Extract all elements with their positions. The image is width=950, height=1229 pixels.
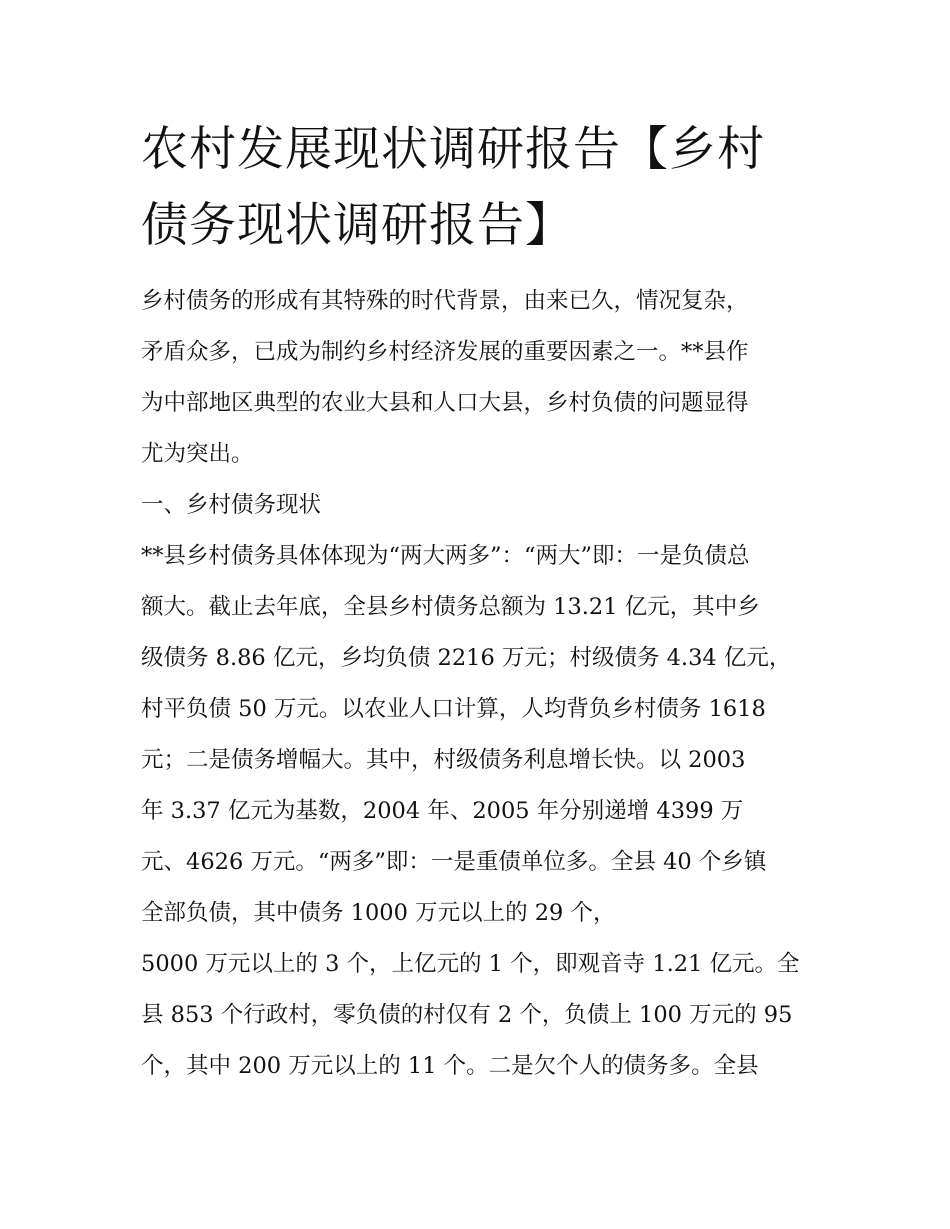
paragraph-line: 县 853 个行政村，零负债的村仅有 2 个，负债上 100 万元的 95 — [141, 1002, 793, 1028]
section-heading: 一、乡村债务现状 — [141, 492, 322, 518]
title-line: 债务现状调研报告】 — [141, 198, 573, 253]
paragraph-line: 元、4626 万元。“两多”即：一是重债单位多。全县 40 个乡镇 — [141, 849, 767, 875]
paragraph-line: 全部负债，其中债务 1000 万元以上的 29 个， — [141, 900, 616, 926]
page-title — [141, 112, 821, 264]
paragraph-line: 级债务 8.86 亿元，乡均负债 2216 万元；村级债务 4.34 亿元， — [141, 645, 792, 671]
paragraph-line: **县乡村债务具体体现为“两大两多”：“两大”即：一是负债总 — [141, 543, 750, 569]
paragraph-line: 年 3.37 亿元为基数，2004 年、2005 年分别递增 4399 万 — [141, 798, 744, 824]
paragraph-line: 个，其中 200 万元以上的 11 个。二是欠个人的债务多。全县 — [141, 1053, 759, 1079]
paragraph-line: 为中部地区典型的农业大县和人口大县，乡村负债的问题显得 — [141, 390, 749, 416]
title-line: 农村发展现状调研报告【乡村 — [141, 122, 765, 177]
paragraph-line: 额大。截止去年底，全县乡村债务总额为 13.21 亿元，其中乡 — [141, 594, 760, 620]
paragraph-line: 元；二是债务增幅大。其中，村级债务利息增长快。以 2003 — [141, 747, 746, 773]
paragraph-line: 尤为突出。 — [141, 441, 254, 467]
paragraph-line: 村平负债 50 万元。以农业人口计算，人均背负乡村债务 1618 — [141, 696, 766, 722]
paragraph-line: 矛盾众多，已成为制约乡村经济发展的重要因素之一。**县作 — [141, 339, 749, 365]
paragraph-line: 5000 万元以上的 3 个，上亿元的 1 个，即观音寺 1.21 亿元。全 — [141, 951, 800, 977]
paragraph-line: 乡村债务的形成有其特殊的时代背景，由来已久，情况复杂， — [141, 288, 749, 314]
document-body — [141, 276, 831, 1092]
